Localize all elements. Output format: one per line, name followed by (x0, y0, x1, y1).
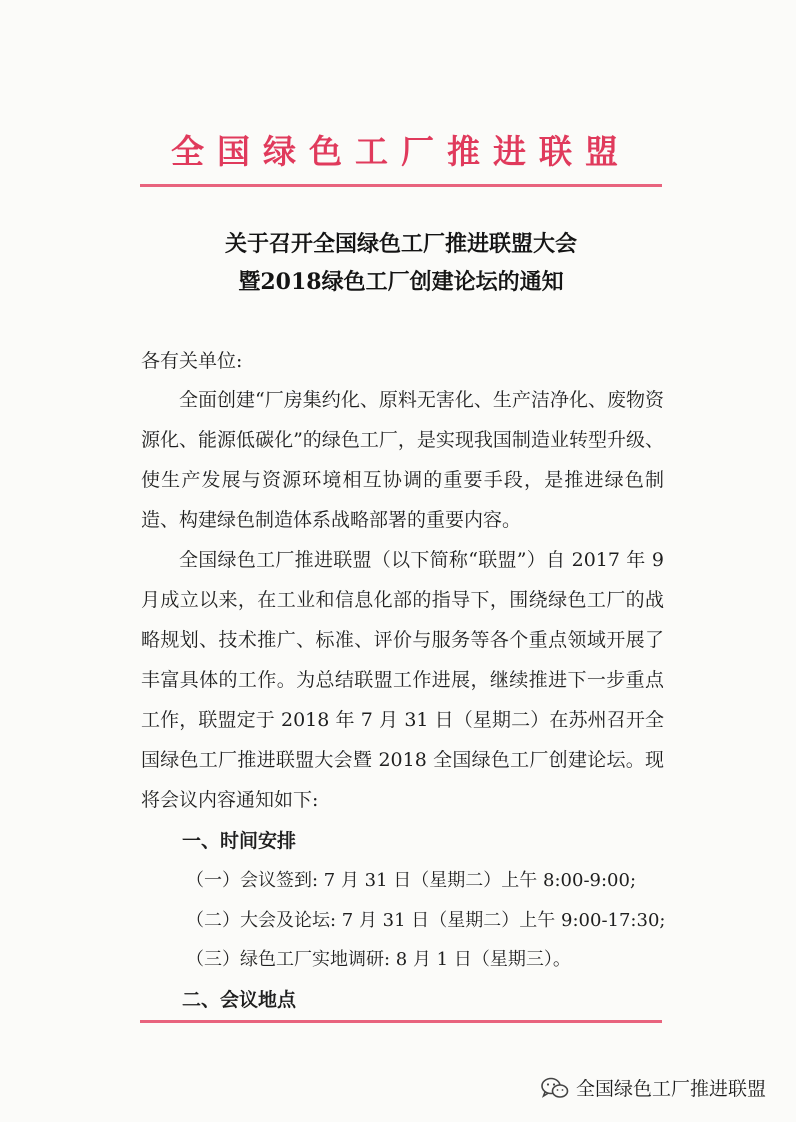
watermark-account-name: 全国绿色工厂推进联盟 (575, 1078, 766, 1100)
letterhead-org-name: 全国绿色工厂推进联盟 (171, 132, 631, 171)
salutation: 各有关单位: (141, 350, 243, 372)
letterhead-top-rule (140, 184, 662, 187)
wechat-icon (540, 1076, 570, 1100)
schedule-item-checkin: （一）会议签到: 7 月 31 日（星期二）上午 8:00-9:00; (186, 870, 637, 891)
section-heading-venue: 二、会议地点 (182, 989, 297, 1011)
notice-title-line-2: 暨2018绿色工厂创建论坛的通知 (238, 269, 564, 295)
wechat-watermark (540, 1074, 766, 1101)
notice-title-line-1: 关于召开全国绿色工厂推进联盟大会 (224, 231, 577, 257)
section-heading-schedule: 一、时间安排 (182, 830, 297, 852)
paragraph-background: 全国绿色工厂推进联盟（以下简称“联盟”）自 2017 年 9 月成立以来，在工业和信息化部的指导下，围绕绿色工厂的战略规划、技术推广、标准、评价与服务等各个重点领域开展了丰富具体的工作。为总结联盟工作进展，继续推进下一步重点工作，联盟定于 2018 年 7 月 31 日（星期二）在苏州召开全国绿色工厂推进联盟大会暨 2018 全国绿色工厂创建论坛。现将会议内容通知如下: (141, 549, 664, 811)
schedule-item-forum: （二）大会及论坛: 7 月 31 日（星期二）上午 9:00-17:30; (186, 910, 666, 931)
paragraph-intro: 全面创建“厂房集约化、原料无害化、生产洁净化、废物资源化、能源低碳化”的绿色工厂，是实现我国制造业转型升级、使生产发展与资源环境相互协调的重要手段，是推进绿色制造、构建绿色制造体系战略部署的重要内容。 (141, 389, 664, 531)
letterhead-bottom-rule (140, 1020, 662, 1023)
schedule-item-site-visit: （三）绿色工厂实地调研: 8 月 1 日（星期三）。 (186, 949, 571, 970)
